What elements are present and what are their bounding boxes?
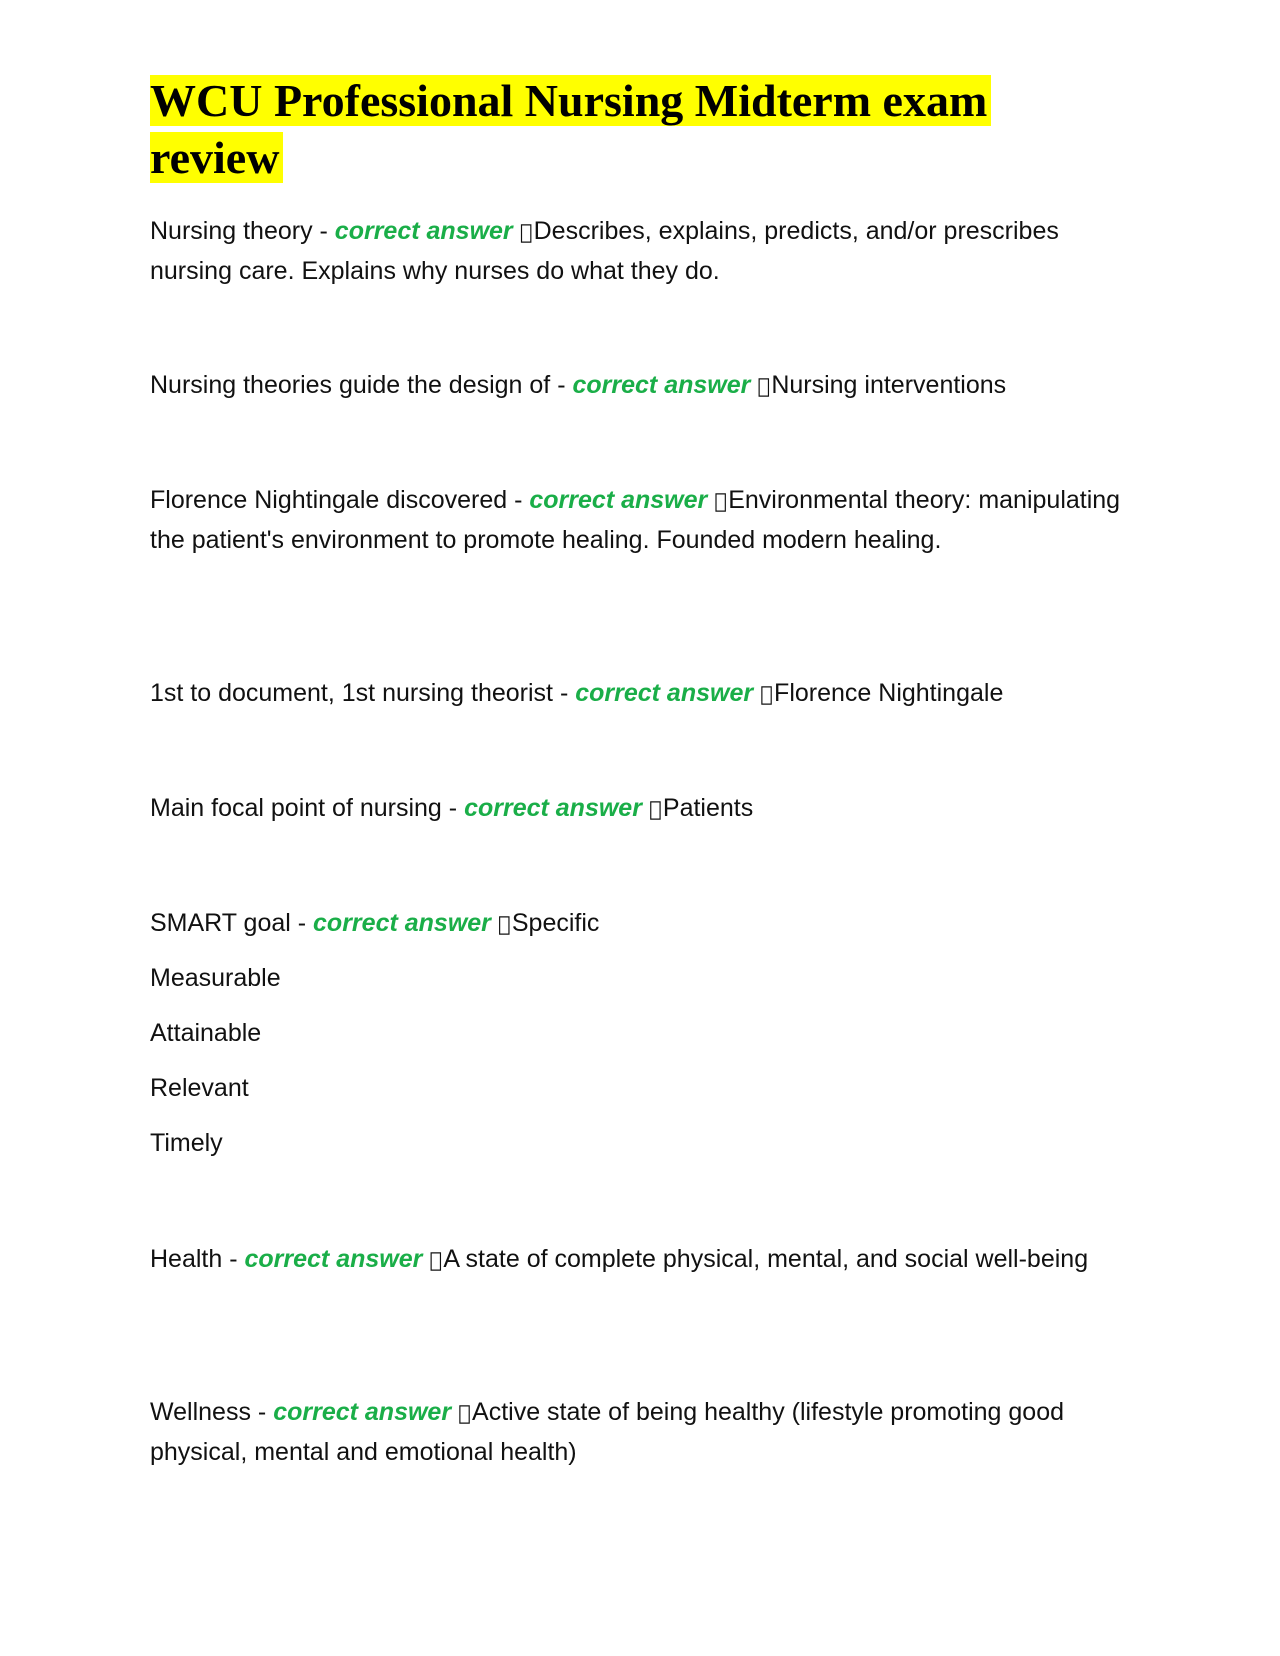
bullet-marker-icon [714,482,727,521]
question-text: SMART goal [150,909,291,937]
question-text: Main focal point of nursing [150,794,442,822]
correct-answer-label: correct answer [572,371,751,399]
qa-item-health: Health - correct answer A state of complete physical, mental, and social well-being [150,1240,1130,1280]
smart-goal-line: Relevant [150,1074,249,1102]
correct-answer-label: correct answer [244,1245,423,1273]
qa-item-first-theorist: 1st to document, 1st nursing theorist - correct answer Florence Nightingale [150,674,1130,714]
qa-item-nursing-theory: Nursing theory - correct answer Describes, explains, predicts, and/or prescribes nursing care. Explains why nurses do what they do. [150,212,1130,291]
correct-answer-label: correct answer [273,1398,452,1426]
title-highlight: WCU Professional Nursing Midterm exam review [150,75,991,183]
qa-item-theories-guide: Nursing theories guide the design of - correct answer Nursing interventions [150,366,1130,406]
correct-answer-label: correct answer [464,794,642,822]
correct-answer-label: correct answer [575,679,754,707]
answer-text: Specific [511,909,600,937]
qa-item-focal-point: Main focal point of nursing - correct answer Patients [150,789,1130,829]
bullet-marker-icon [649,790,662,829]
correct-answer-label: correct answer [529,486,708,514]
answer-text: Nursing interventions [771,371,1007,399]
correct-answer-label: correct answer [313,909,491,937]
question-text: Wellness [150,1398,251,1426]
page-title [150,72,1090,186]
smart-goal-line: Measurable [150,964,281,992]
answer-text: Environmental theory: manipulating the patient's environment to promote healing. Founded modern healing. [150,486,1121,553]
bullet-marker-icon [458,1394,471,1433]
answer-text: A state of complete physical, mental, and social well-being [443,1245,1089,1273]
smart-goal-line: Attainable [150,1019,262,1047]
qa-item-wellness: Wellness - correct answer Active state of being healthy (lifestyle promoting good physical, mental and emotional health) [150,1393,1130,1472]
correct-answer-label: correct answer [334,217,513,245]
smart-goal-line: Timely [150,1129,223,1157]
bullet-marker-icon [757,367,770,406]
question-text: Nursing theory [150,217,313,245]
question-text: 1st to document, 1st nursing theorist [150,679,553,707]
question-text: Florence Nightingale discovered [150,486,508,514]
question-text: Health [150,1245,223,1273]
qa-item-smart-goal: SMART goal - correct answer Specific [150,904,1130,944]
bullet-marker-icon [520,213,533,252]
answer-text: Active state of being healthy (lifestyle promoting good physical, mental and emotional health) [150,1398,1065,1465]
bullet-marker-icon [760,675,773,714]
answer-text: Patients [662,794,754,822]
question-text: Nursing theories guide the design of [150,371,551,399]
bullet-marker-icon [498,905,511,944]
answer-text: Florence Nightingale [774,679,1004,707]
qa-item-nightingale-discovered: Florence Nightingale discovered - correct answer Environmental theory: manipulating the patient's environment to promote healing. Founded modern healing. [150,481,1130,560]
bullet-marker-icon [429,1241,442,1280]
answer-text: Describes, explains, predicts, and/or prescribes nursing care. Explains why nurses do what they do. [150,217,1059,284]
